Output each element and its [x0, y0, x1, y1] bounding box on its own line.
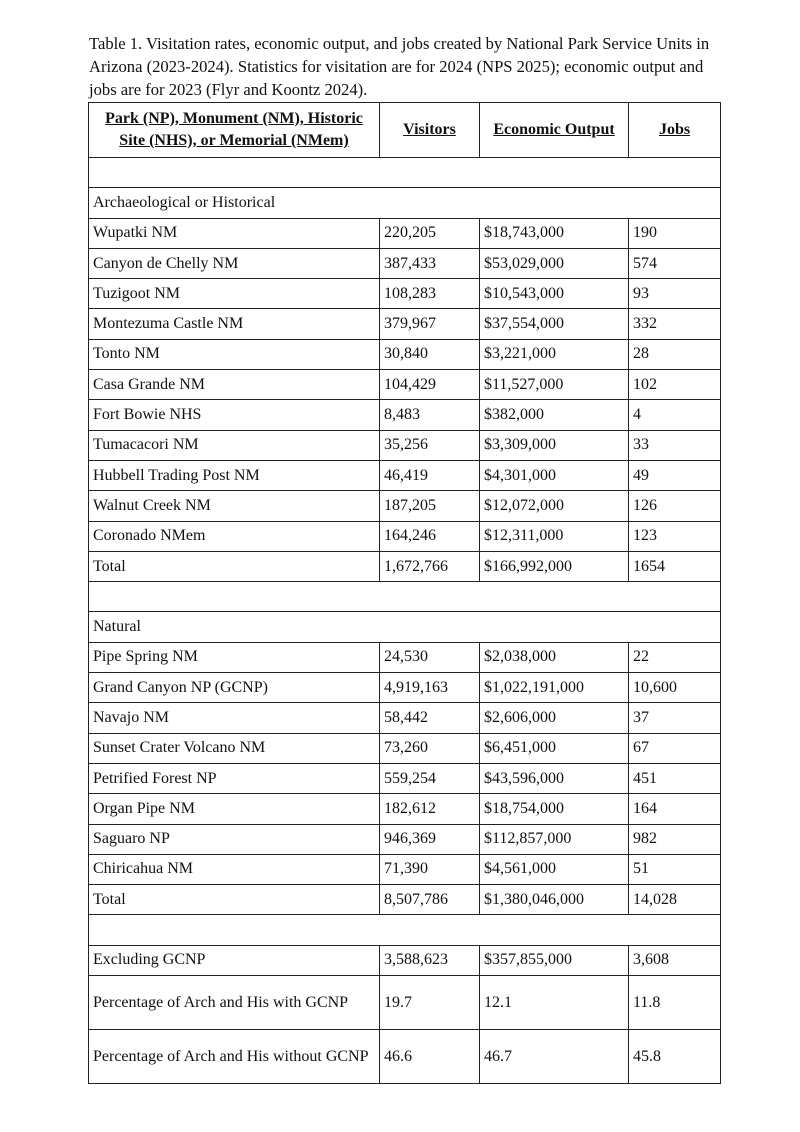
- cell-visitors: 30,840: [380, 339, 480, 369]
- cell-name: Fort Bowie NHS: [89, 400, 380, 430]
- cell-output: 46.7: [480, 1030, 629, 1084]
- total-row: [89, 885, 721, 915]
- table-row: [89, 248, 721, 278]
- cell-output: $43,596,000: [480, 763, 629, 793]
- summary-row: [89, 976, 721, 1030]
- cell-visitors: 35,256: [380, 430, 480, 460]
- cell-visitors: 387,433: [380, 248, 480, 278]
- cell-output: $6,451,000: [480, 733, 629, 763]
- table-row: [89, 642, 721, 672]
- cell-jobs: 123: [629, 521, 721, 551]
- header-unit: Park (NP), Monument (NM), Historic Site (NHS), or Memorial (NMem): [89, 103, 380, 158]
- cell-jobs: 126: [629, 491, 721, 521]
- cell-visitors: 1,672,766: [380, 551, 480, 581]
- nps-arizona-table: [88, 102, 721, 1084]
- cell-output: $18,754,000: [480, 794, 629, 824]
- header-jobs: Jobs: [629, 103, 721, 158]
- cell-name: Tuzigoot NM: [89, 279, 380, 309]
- table-row: [89, 400, 721, 430]
- cell-jobs: 14,028: [629, 885, 721, 915]
- cell-name: Total: [89, 885, 380, 915]
- cell-name: Grand Canyon NP (GCNP): [89, 673, 380, 703]
- cell-name: Montezuma Castle NM: [89, 309, 380, 339]
- cell-output: $166,992,000: [480, 551, 629, 581]
- cell-output: $37,554,000: [480, 309, 629, 339]
- table-row: [89, 794, 721, 824]
- table-row: [89, 521, 721, 551]
- cell-name: Tonto NM: [89, 339, 380, 369]
- cell-output: $112,857,000: [480, 824, 629, 854]
- cell-visitors: 108,283: [380, 279, 480, 309]
- total-row: [89, 551, 721, 581]
- spacer-cell: [89, 582, 721, 612]
- cell-name: Sunset Crater Volcano NM: [89, 733, 380, 763]
- cell-visitors: 187,205: [380, 491, 480, 521]
- spacer-cell: [89, 158, 721, 188]
- summary-row: [89, 945, 721, 975]
- cell-visitors: 46.6: [380, 1030, 480, 1084]
- section-title: Natural: [89, 612, 721, 642]
- cell-output: $2,038,000: [480, 642, 629, 672]
- cell-visitors: 4,919,163: [380, 673, 480, 703]
- cell-output: $12,072,000: [480, 491, 629, 521]
- cell-name: Navajo NM: [89, 703, 380, 733]
- cell-visitors: 24,530: [380, 642, 480, 672]
- cell-jobs: 93: [629, 279, 721, 309]
- cell-name: Pipe Spring NM: [89, 642, 380, 672]
- cell-jobs: 11.8: [629, 976, 721, 1030]
- table-row: [89, 339, 721, 369]
- cell-jobs: 982: [629, 824, 721, 854]
- cell-name: Wupatki NM: [89, 218, 380, 248]
- table-row: [89, 733, 721, 763]
- table-row: [89, 460, 721, 490]
- cell-visitors: 104,429: [380, 370, 480, 400]
- cell-visitors: 19.7: [380, 976, 480, 1030]
- cell-jobs: 1654: [629, 551, 721, 581]
- cell-visitors: 379,967: [380, 309, 480, 339]
- cell-output: $357,855,000: [480, 945, 629, 975]
- cell-jobs: 102: [629, 370, 721, 400]
- cell-name: Excluding GCNP: [89, 945, 380, 975]
- cell-name: Petrified Forest NP: [89, 763, 380, 793]
- cell-name: Coronado NMem: [89, 521, 380, 551]
- cell-visitors: 46,419: [380, 460, 480, 490]
- section-header-row: [89, 188, 721, 218]
- cell-output: $12,311,000: [480, 521, 629, 551]
- cell-output: $3,309,000: [480, 430, 629, 460]
- cell-name: Walnut Creek NM: [89, 491, 380, 521]
- table-body: [89, 158, 721, 1084]
- cell-jobs: 190: [629, 218, 721, 248]
- section-header-row: [89, 612, 721, 642]
- cell-visitors: 58,442: [380, 703, 480, 733]
- cell-output: $11,527,000: [480, 370, 629, 400]
- cell-jobs: 3,608: [629, 945, 721, 975]
- section-title: Archaeological or Historical: [89, 188, 721, 218]
- cell-name: Saguaro NP: [89, 824, 380, 854]
- cell-visitors: 164,246: [380, 521, 480, 551]
- cell-visitors: 3,588,623: [380, 945, 480, 975]
- cell-jobs: 37: [629, 703, 721, 733]
- table-row: [89, 218, 721, 248]
- spacer-cell: [89, 915, 721, 945]
- cell-output: $4,301,000: [480, 460, 629, 490]
- table-row: [89, 854, 721, 884]
- cell-output: $382,000: [480, 400, 629, 430]
- cell-name: Canyon de Chelly NM: [89, 248, 380, 278]
- spacer-row: [89, 158, 721, 188]
- cell-name: Chiricahua NM: [89, 854, 380, 884]
- cell-name: Total: [89, 551, 380, 581]
- cell-visitors: 8,507,786: [380, 885, 480, 915]
- cell-jobs: 33: [629, 430, 721, 460]
- cell-jobs: 22: [629, 642, 721, 672]
- table-row: [89, 279, 721, 309]
- header-visitors: Visitors: [380, 103, 480, 158]
- cell-visitors: 559,254: [380, 763, 480, 793]
- cell-output: $3,221,000: [480, 339, 629, 369]
- cell-jobs: 10,600: [629, 673, 721, 703]
- cell-visitors: 946,369: [380, 824, 480, 854]
- cell-visitors: 8,483: [380, 400, 480, 430]
- cell-name: Percentage of Arch and His with GCNP: [89, 976, 380, 1030]
- cell-visitors: 73,260: [380, 733, 480, 763]
- cell-jobs: 67: [629, 733, 721, 763]
- cell-jobs: 49: [629, 460, 721, 490]
- table-row: [89, 370, 721, 400]
- cell-visitors: 182,612: [380, 794, 480, 824]
- cell-jobs: 332: [629, 309, 721, 339]
- table-row: [89, 673, 721, 703]
- cell-jobs: 51: [629, 854, 721, 884]
- cell-name: Casa Grande NM: [89, 370, 380, 400]
- cell-visitors: 220,205: [380, 218, 480, 248]
- cell-name: Organ Pipe NM: [89, 794, 380, 824]
- cell-output: $10,543,000: [480, 279, 629, 309]
- cell-jobs: 4: [629, 400, 721, 430]
- cell-jobs: 45.8: [629, 1030, 721, 1084]
- cell-output: $2,606,000: [480, 703, 629, 733]
- header-row: [89, 103, 721, 158]
- table-row: [89, 430, 721, 460]
- table-row: [89, 703, 721, 733]
- cell-jobs: 28: [629, 339, 721, 369]
- summary-row: [89, 1030, 721, 1084]
- cell-output: $1,380,046,000: [480, 885, 629, 915]
- cell-jobs: 574: [629, 248, 721, 278]
- cell-name: Hubbell Trading Post NM: [89, 460, 380, 490]
- header-economic-output: Economic Output: [480, 103, 629, 158]
- table-caption: Table 1. Visitation rates, economic output, and jobs created by National Park Service Units in Arizona (2023-2024). Statistics for visitation are for 2024 (NPS 2025); economic output and jobs are for 2023 (Flyr and Koontz 2024).: [89, 34, 710, 99]
- cell-jobs: 451: [629, 763, 721, 793]
- cell-visitors: 71,390: [380, 854, 480, 884]
- table-row: [89, 491, 721, 521]
- table-row: [89, 763, 721, 793]
- cell-output: $18,743,000: [480, 218, 629, 248]
- cell-output: 12.1: [480, 976, 629, 1030]
- table-row: [89, 309, 721, 339]
- spacer-row: [89, 582, 721, 612]
- spacer-row: [89, 915, 721, 945]
- cell-output: $1,022,191,000: [480, 673, 629, 703]
- cell-jobs: 164: [629, 794, 721, 824]
- cell-name: Tumacacori NM: [89, 430, 380, 460]
- cell-name: Percentage of Arch and His without GCNP: [89, 1030, 380, 1084]
- cell-output: $4,561,000: [480, 854, 629, 884]
- cell-output: $53,029,000: [480, 248, 629, 278]
- table-row: [89, 824, 721, 854]
